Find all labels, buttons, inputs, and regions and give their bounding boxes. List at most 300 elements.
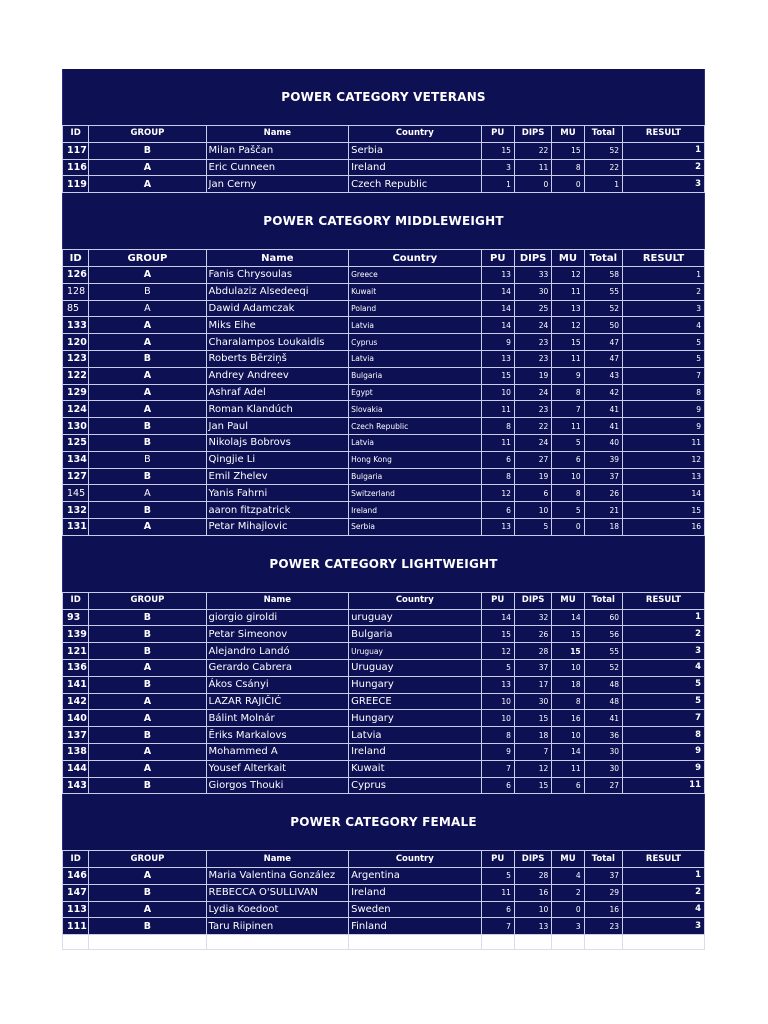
table-row bbox=[63, 451, 705, 468]
cell-id: 142 bbox=[63, 693, 89, 710]
cell-country: Serbia bbox=[349, 142, 481, 159]
cell-pu: 13 bbox=[481, 518, 514, 535]
table-row bbox=[63, 142, 705, 159]
column-header: GROUP bbox=[89, 126, 206, 143]
cell-name: Jan Cerny bbox=[206, 176, 349, 193]
column-header: Country bbox=[349, 851, 481, 868]
cell-pu: 12 bbox=[481, 485, 514, 502]
cell-name: Roberts Bērziņš bbox=[206, 350, 349, 367]
cell-name: Mohammed A bbox=[206, 743, 349, 760]
cell-id: 146 bbox=[63, 868, 89, 885]
results-table bbox=[62, 592, 705, 795]
cell-id: 138 bbox=[63, 743, 89, 760]
cell-country: Poland bbox=[349, 300, 481, 317]
cell-mu: 9 bbox=[552, 367, 584, 384]
cell-mu: 5 bbox=[552, 502, 584, 519]
cell-id: 147 bbox=[63, 884, 89, 901]
cell-mu: 4 bbox=[552, 868, 584, 885]
cell-country: Cyprus bbox=[349, 334, 481, 351]
cell-group: A bbox=[89, 868, 206, 885]
table-row bbox=[63, 901, 705, 918]
empty-cell bbox=[552, 935, 584, 950]
cell-name: Bálint Molnár bbox=[206, 710, 349, 727]
cell-id: 124 bbox=[63, 401, 89, 418]
cell-dips: 24 bbox=[514, 317, 551, 334]
cell-id: 93 bbox=[63, 609, 89, 626]
cell-dips: 10 bbox=[514, 502, 551, 519]
table-row bbox=[63, 159, 705, 176]
cell-pu: 8 bbox=[481, 418, 514, 435]
table-row bbox=[63, 643, 705, 660]
cell-country: Sweden bbox=[349, 901, 481, 918]
table-row bbox=[63, 334, 705, 351]
cell-total: 23 bbox=[584, 918, 622, 935]
cell-pu: 11 bbox=[481, 401, 514, 418]
cell-country: Bulgaria bbox=[349, 468, 481, 485]
cell-total: 36 bbox=[584, 727, 622, 744]
cell-id: 113 bbox=[63, 901, 89, 918]
cell-group: B bbox=[89, 434, 206, 451]
cell-id: 122 bbox=[63, 367, 89, 384]
cell-result: 4 bbox=[623, 901, 705, 918]
cell-id: 136 bbox=[63, 659, 89, 676]
cell-mu: 10 bbox=[552, 727, 584, 744]
cell-dips: 16 bbox=[514, 884, 551, 901]
cell-result: 4 bbox=[623, 659, 705, 676]
column-header: Country bbox=[349, 250, 481, 267]
column-header: ID bbox=[63, 592, 89, 609]
cell-country: Ireland bbox=[349, 159, 481, 176]
cell-country: Czech Republic bbox=[349, 418, 481, 435]
cell-pu: 7 bbox=[481, 918, 514, 935]
cell-pu: 6 bbox=[481, 502, 514, 519]
table-row bbox=[63, 918, 705, 935]
cell-group: B bbox=[89, 727, 206, 744]
cell-id: 140 bbox=[63, 710, 89, 727]
section-title: POWER CATEGORY VETERANS bbox=[62, 69, 705, 125]
cell-result: 12 bbox=[623, 451, 705, 468]
cell-name: Gerardo Cabrera bbox=[206, 659, 349, 676]
column-header: Name bbox=[206, 250, 349, 267]
cell-name: Jan Paul bbox=[206, 418, 349, 435]
cell-group: B bbox=[89, 626, 206, 643]
cell-dips: 27 bbox=[514, 451, 551, 468]
column-header: Total bbox=[584, 250, 622, 267]
cell-id: 129 bbox=[63, 384, 89, 401]
cell-total: 52 bbox=[584, 142, 622, 159]
cell-group: A bbox=[89, 710, 206, 727]
cell-result: 3 bbox=[623, 176, 705, 193]
cell-name: Charalampos Loukaidis bbox=[206, 334, 349, 351]
cell-result: 11 bbox=[623, 434, 705, 451]
cell-total: 26 bbox=[584, 485, 622, 502]
cell-group: A bbox=[89, 334, 206, 351]
cell-country: Finland bbox=[349, 918, 481, 935]
cell-id: 119 bbox=[63, 176, 89, 193]
cell-dips: 6 bbox=[514, 485, 551, 502]
cell-group: B bbox=[89, 468, 206, 485]
cell-id: 132 bbox=[63, 502, 89, 519]
cell-country: Cyprus bbox=[349, 777, 481, 794]
cell-total: 18 bbox=[584, 518, 622, 535]
cell-mu: 10 bbox=[552, 468, 584, 485]
cell-result: 2 bbox=[623, 884, 705, 901]
cell-name: Alejandro Landó bbox=[206, 643, 349, 660]
table-row bbox=[63, 676, 705, 693]
cell-country: Latvia bbox=[349, 317, 481, 334]
empty-cell bbox=[349, 935, 481, 950]
cell-country: Uruguay bbox=[349, 659, 481, 676]
cell-mu: 5 bbox=[552, 434, 584, 451]
section-title: POWER CATEGORY LIGHTWEIGHT bbox=[62, 536, 705, 592]
column-header: DIPS bbox=[514, 126, 551, 143]
results-sheet bbox=[62, 69, 705, 950]
cell-group: A bbox=[89, 518, 206, 535]
cell-result: 7 bbox=[623, 710, 705, 727]
cell-pu: 6 bbox=[481, 451, 514, 468]
cell-name: Milan Paščan bbox=[206, 142, 349, 159]
cell-country: Hong Kong bbox=[349, 451, 481, 468]
column-header: DIPS bbox=[514, 851, 551, 868]
empty-cell bbox=[206, 935, 349, 950]
cell-mu: 18 bbox=[552, 676, 584, 693]
cell-country: Bulgaria bbox=[349, 626, 481, 643]
cell-mu: 10 bbox=[552, 659, 584, 676]
cell-mu: 6 bbox=[552, 777, 584, 794]
header-row bbox=[63, 851, 705, 868]
cell-result: 14 bbox=[623, 485, 705, 502]
cell-result: 3 bbox=[623, 643, 705, 660]
cell-name: Giorgos Thouki bbox=[206, 777, 349, 794]
cell-dips: 11 bbox=[514, 159, 551, 176]
cell-country: Serbia bbox=[349, 518, 481, 535]
cell-dips: 25 bbox=[514, 300, 551, 317]
cell-group: A bbox=[89, 384, 206, 401]
cell-group: B bbox=[89, 643, 206, 660]
cell-country: Ireland bbox=[349, 502, 481, 519]
section-1 bbox=[62, 69, 705, 193]
cell-name: Fanis Chrysoulas bbox=[206, 266, 349, 283]
cell-total: 41 bbox=[584, 710, 622, 727]
cell-result: 13 bbox=[623, 468, 705, 485]
cell-mu: 3 bbox=[552, 918, 584, 935]
cell-group: A bbox=[89, 176, 206, 193]
cell-group: B bbox=[89, 451, 206, 468]
cell-pu: 7 bbox=[481, 760, 514, 777]
column-header: GROUP bbox=[89, 250, 206, 267]
cell-country: Ireland bbox=[349, 743, 481, 760]
cell-mu: 8 bbox=[552, 384, 584, 401]
cell-result: 15 bbox=[623, 502, 705, 519]
cell-name: giorgio giroldi bbox=[206, 609, 349, 626]
cell-country: Latvia bbox=[349, 434, 481, 451]
cell-dips: 26 bbox=[514, 626, 551, 643]
cell-group: A bbox=[89, 367, 206, 384]
cell-total: 47 bbox=[584, 334, 622, 351]
table-row bbox=[63, 777, 705, 794]
cell-group: B bbox=[89, 609, 206, 626]
cell-name: Nikolajs Bobrovs bbox=[206, 434, 349, 451]
cell-dips: 30 bbox=[514, 693, 551, 710]
cell-pu: 10 bbox=[481, 693, 514, 710]
column-header: Country bbox=[349, 592, 481, 609]
cell-result: 5 bbox=[623, 334, 705, 351]
cell-total: 30 bbox=[584, 743, 622, 760]
empty-cell bbox=[63, 935, 89, 950]
cell-dips: 19 bbox=[514, 468, 551, 485]
cell-id: 117 bbox=[63, 142, 89, 159]
table-row bbox=[63, 518, 705, 535]
column-header: Name bbox=[206, 851, 349, 868]
cell-result: 1 bbox=[623, 142, 705, 159]
cell-name: Yousef Alterkait bbox=[206, 760, 349, 777]
results-table bbox=[62, 249, 705, 536]
cell-mu: 16 bbox=[552, 710, 584, 727]
cell-pu: 8 bbox=[481, 727, 514, 744]
cell-total: 27 bbox=[584, 777, 622, 794]
cell-total: 60 bbox=[584, 609, 622, 626]
cell-total: 43 bbox=[584, 367, 622, 384]
cell-mu: 12 bbox=[552, 266, 584, 283]
cell-id: 120 bbox=[63, 334, 89, 351]
cell-pu: 15 bbox=[481, 142, 514, 159]
cell-id: 133 bbox=[63, 317, 89, 334]
cell-mu: 11 bbox=[552, 350, 584, 367]
cell-name: Dawid Adamczak bbox=[206, 300, 349, 317]
cell-result: 9 bbox=[623, 760, 705, 777]
cell-total: 40 bbox=[584, 434, 622, 451]
cell-name: Taru Riipinen bbox=[206, 918, 349, 935]
empty-cell bbox=[623, 935, 705, 950]
cell-total: 47 bbox=[584, 350, 622, 367]
table-row bbox=[63, 350, 705, 367]
cell-result: 8 bbox=[623, 727, 705, 744]
table-row bbox=[63, 367, 705, 384]
cell-group: B bbox=[89, 283, 206, 300]
cell-id: 116 bbox=[63, 159, 89, 176]
cell-country: Slovakia bbox=[349, 401, 481, 418]
cell-pu: 14 bbox=[481, 609, 514, 626]
cell-result: 1 bbox=[623, 609, 705, 626]
cell-country: uruguay bbox=[349, 609, 481, 626]
table-row bbox=[63, 884, 705, 901]
cell-group: A bbox=[89, 659, 206, 676]
column-header: ID bbox=[63, 250, 89, 267]
cell-id: 125 bbox=[63, 434, 89, 451]
cell-mu: 15 bbox=[552, 626, 584, 643]
cell-name: Roman Klandúch bbox=[206, 401, 349, 418]
cell-pu: 15 bbox=[481, 367, 514, 384]
cell-dips: 22 bbox=[514, 418, 551, 435]
cell-mu: 2 bbox=[552, 884, 584, 901]
cell-id: 131 bbox=[63, 518, 89, 535]
cell-id: 137 bbox=[63, 727, 89, 744]
cell-pu: 9 bbox=[481, 743, 514, 760]
cell-name: Maria Valentina González bbox=[206, 868, 349, 885]
table-row bbox=[63, 710, 705, 727]
cell-total: 41 bbox=[584, 418, 622, 435]
cell-id: 141 bbox=[63, 676, 89, 693]
cell-name: Ēriks Markalovs bbox=[206, 727, 349, 744]
table-row bbox=[63, 266, 705, 283]
cell-country: Egypt bbox=[349, 384, 481, 401]
cell-mu: 0 bbox=[552, 518, 584, 535]
cell-total: 55 bbox=[584, 643, 622, 660]
cell-pu: 10 bbox=[481, 384, 514, 401]
empty-cell bbox=[89, 935, 206, 950]
cell-name: Ashraf Adel bbox=[206, 384, 349, 401]
results-table bbox=[62, 850, 705, 950]
cell-pu: 14 bbox=[481, 317, 514, 334]
table-row bbox=[63, 743, 705, 760]
column-header: DIPS bbox=[514, 592, 551, 609]
cell-name: Emil Zhelev bbox=[206, 468, 349, 485]
cell-group: A bbox=[89, 300, 206, 317]
cell-result: 9 bbox=[623, 743, 705, 760]
cell-pu: 6 bbox=[481, 777, 514, 794]
cell-mu: 7 bbox=[552, 401, 584, 418]
cell-country: Bulgaria bbox=[349, 367, 481, 384]
cell-result: 2 bbox=[623, 283, 705, 300]
cell-pu: 15 bbox=[481, 626, 514, 643]
cell-result: 11 bbox=[623, 777, 705, 794]
table-row bbox=[63, 626, 705, 643]
cell-result: 5 bbox=[623, 350, 705, 367]
cell-total: 29 bbox=[584, 884, 622, 901]
cell-result: 7 bbox=[623, 367, 705, 384]
cell-country: Switzerland bbox=[349, 485, 481, 502]
cell-pu: 11 bbox=[481, 434, 514, 451]
cell-dips: 15 bbox=[514, 710, 551, 727]
cell-mu: 0 bbox=[552, 176, 584, 193]
cell-name: Abdulaziz Alsedeeqi bbox=[206, 283, 349, 300]
cell-pu: 13 bbox=[481, 676, 514, 693]
column-header: Name bbox=[206, 126, 349, 143]
column-header: ID bbox=[63, 126, 89, 143]
cell-id: 134 bbox=[63, 451, 89, 468]
cell-mu: 15 bbox=[552, 643, 584, 660]
cell-mu: 8 bbox=[552, 693, 584, 710]
cell-total: 52 bbox=[584, 300, 622, 317]
cell-id: 130 bbox=[63, 418, 89, 435]
cell-name: Qingjie Li bbox=[206, 451, 349, 468]
cell-pu: 1 bbox=[481, 176, 514, 193]
cell-id: 128 bbox=[63, 283, 89, 300]
cell-group: B bbox=[89, 418, 206, 435]
cell-dips: 18 bbox=[514, 727, 551, 744]
cell-pu: 5 bbox=[481, 868, 514, 885]
cell-id: 123 bbox=[63, 350, 89, 367]
table-row bbox=[63, 418, 705, 435]
table-row bbox=[63, 609, 705, 626]
cell-dips: 24 bbox=[514, 434, 551, 451]
cell-group: B bbox=[89, 777, 206, 794]
cell-pu: 13 bbox=[481, 266, 514, 283]
results-table bbox=[62, 125, 705, 193]
cell-total: 21 bbox=[584, 502, 622, 519]
column-header: RESULT bbox=[623, 250, 705, 267]
cell-mu: 0 bbox=[552, 901, 584, 918]
cell-id: 85 bbox=[63, 300, 89, 317]
cell-mu: 11 bbox=[552, 760, 584, 777]
cell-pu: 5 bbox=[481, 659, 514, 676]
cell-total: 37 bbox=[584, 468, 622, 485]
cell-country: Czech Republic bbox=[349, 176, 481, 193]
cell-result: 5 bbox=[623, 676, 705, 693]
cell-total: 30 bbox=[584, 760, 622, 777]
table-row bbox=[63, 384, 705, 401]
cell-name: Lydia Koedoot bbox=[206, 901, 349, 918]
table-row bbox=[63, 401, 705, 418]
column-header: Total bbox=[584, 592, 622, 609]
cell-total: 48 bbox=[584, 693, 622, 710]
cell-name: Miks Eihe bbox=[206, 317, 349, 334]
column-header: GROUP bbox=[89, 851, 206, 868]
cell-name: Yanis Fahrni bbox=[206, 485, 349, 502]
cell-dips: 23 bbox=[514, 350, 551, 367]
cell-name: Ákos Csányi bbox=[206, 676, 349, 693]
cell-dips: 28 bbox=[514, 643, 551, 660]
column-header: MU bbox=[552, 126, 584, 143]
cell-dips: 32 bbox=[514, 609, 551, 626]
table-row bbox=[63, 317, 705, 334]
cell-country: Kuwait bbox=[349, 760, 481, 777]
cell-group: A bbox=[89, 760, 206, 777]
cell-group: A bbox=[89, 401, 206, 418]
column-header: MU bbox=[552, 592, 584, 609]
header-row bbox=[63, 250, 705, 267]
column-header: Name bbox=[206, 592, 349, 609]
cell-group: A bbox=[89, 693, 206, 710]
section-2 bbox=[62, 193, 705, 536]
cell-total: 16 bbox=[584, 901, 622, 918]
column-header: PU bbox=[481, 126, 514, 143]
cell-group: A bbox=[89, 266, 206, 283]
cell-result: 9 bbox=[623, 418, 705, 435]
empty-cell bbox=[514, 935, 551, 950]
column-header: GROUP bbox=[89, 592, 206, 609]
cell-name: Andrey Andreev bbox=[206, 367, 349, 384]
cell-dips: 33 bbox=[514, 266, 551, 283]
table-row bbox=[63, 176, 705, 193]
cell-result: 2 bbox=[623, 626, 705, 643]
cell-country: Hungary bbox=[349, 676, 481, 693]
column-header: ID bbox=[63, 851, 89, 868]
cell-name: Petar Simeonov bbox=[206, 626, 349, 643]
column-header: PU bbox=[481, 250, 514, 267]
cell-group: B bbox=[89, 918, 206, 935]
cell-total: 48 bbox=[584, 676, 622, 693]
cell-group: A bbox=[89, 159, 206, 176]
cell-result: 1 bbox=[623, 868, 705, 885]
cell-dips: 30 bbox=[514, 283, 551, 300]
table-row bbox=[63, 468, 705, 485]
cell-result: 2 bbox=[623, 159, 705, 176]
cell-country: Greece bbox=[349, 266, 481, 283]
cell-result: 3 bbox=[623, 918, 705, 935]
cell-dips: 22 bbox=[514, 142, 551, 159]
column-header: Total bbox=[584, 851, 622, 868]
column-header: Country bbox=[349, 126, 481, 143]
cell-mu: 14 bbox=[552, 743, 584, 760]
cell-total: 37 bbox=[584, 868, 622, 885]
cell-result: 5 bbox=[623, 693, 705, 710]
cell-pu: 8 bbox=[481, 468, 514, 485]
empty-cell bbox=[584, 935, 622, 950]
table-row bbox=[63, 434, 705, 451]
cell-dips: 0 bbox=[514, 176, 551, 193]
cell-country: Kuwait bbox=[349, 283, 481, 300]
